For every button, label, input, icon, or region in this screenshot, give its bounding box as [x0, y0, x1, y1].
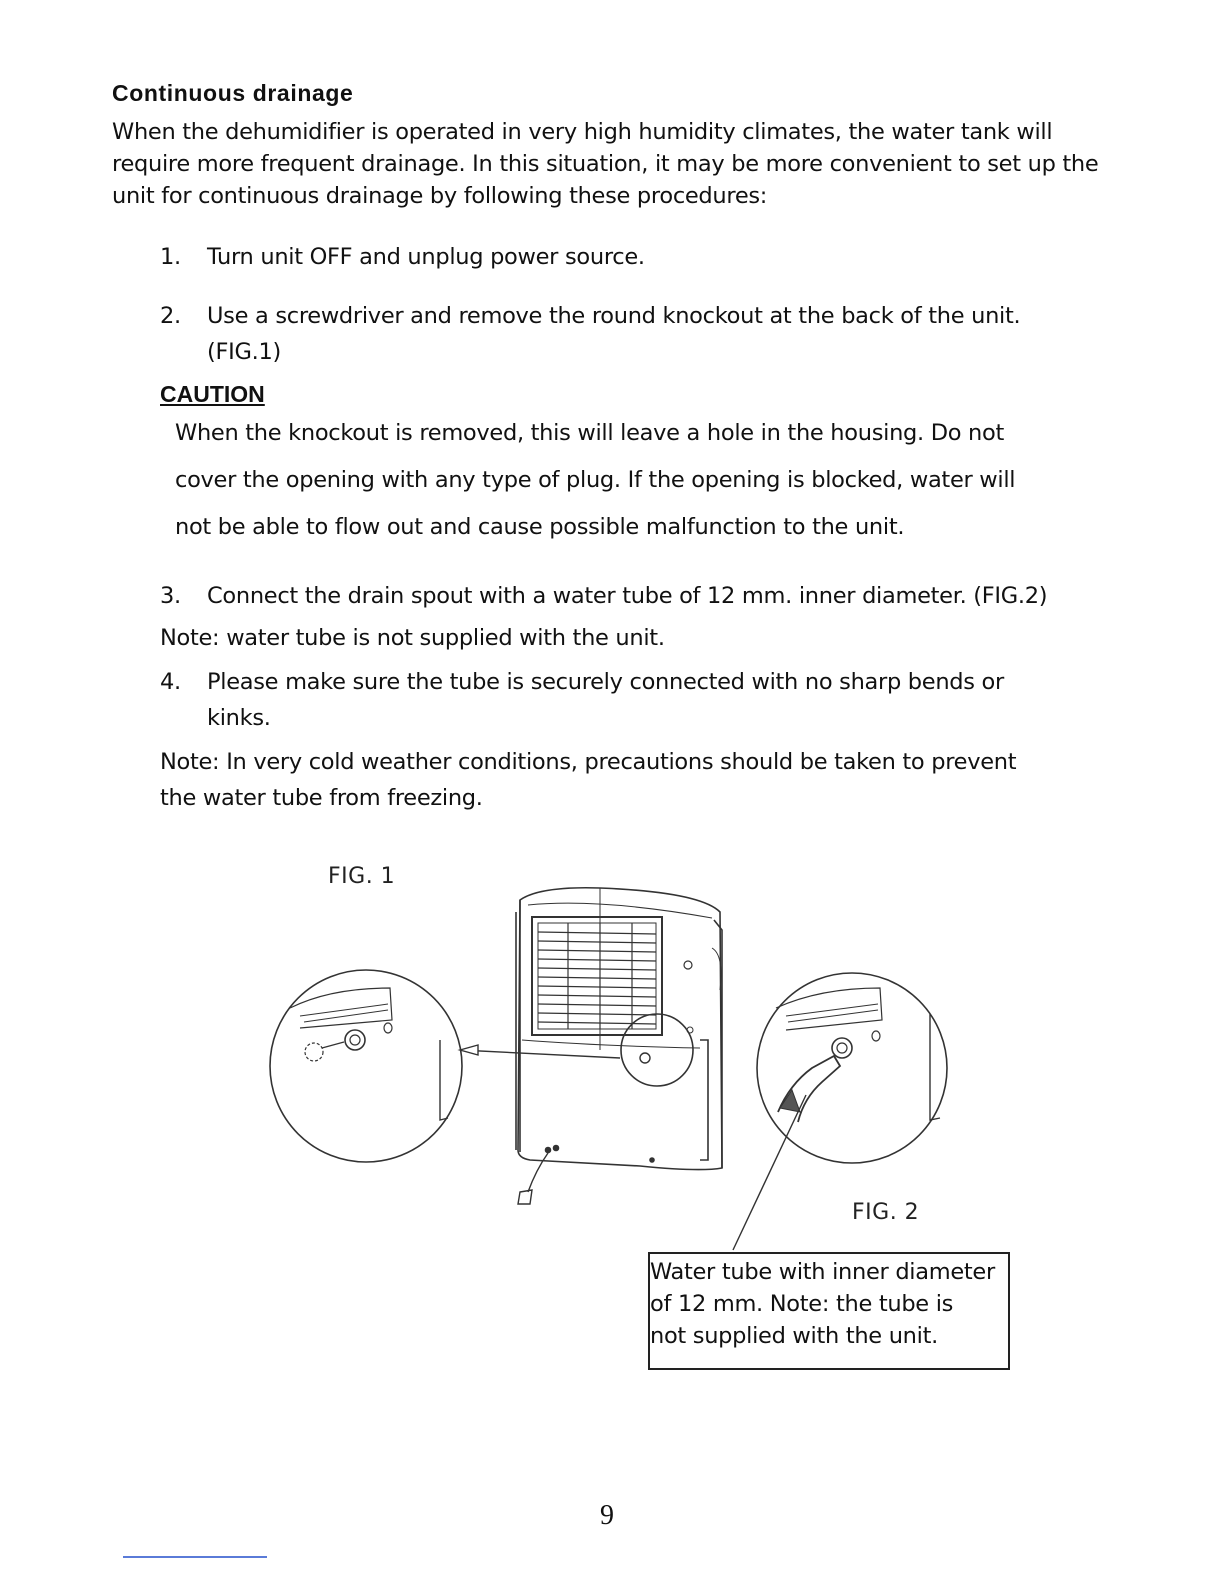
fig1-detail-circle	[270, 970, 462, 1162]
power-cord	[528, 1153, 548, 1192]
note-cold-weather-line-2: the water tube from freezing.	[160, 785, 483, 811]
fig2-drain-spout	[832, 1038, 852, 1058]
callout-line: Water tube with inner diameter	[650, 1259, 995, 1285]
step-text: Please make sure the tube is securely connected with no sharp bends or	[207, 669, 1004, 695]
power-plug	[518, 1190, 532, 1204]
water-tube	[778, 1056, 840, 1122]
footer-rule	[123, 1556, 267, 1558]
step-text: Connect the drain spout with a water tube of 12 mm. inner diameter. (FIG.2)	[207, 583, 1048, 609]
step-number: 1.	[160, 244, 181, 270]
grille-slats	[538, 923, 656, 1029]
page-number: 9	[600, 1500, 614, 1531]
fig2-label: FIG. 2	[852, 1200, 920, 1225]
fig1-knockout-ring	[345, 1030, 365, 1050]
knockout-hole	[640, 1053, 650, 1063]
intro-paragraph: When the dehumidifier is operated in very high humidity climates, the water tank will require more frequent drainage. In this situation, it may be more convenient to set up the unit for continuous drainage by following these procedures:	[112, 119, 1099, 209]
caution-line: not be able to flow out and cause possible malfunction to the unit.	[175, 514, 905, 540]
callout-leader-line	[733, 1095, 806, 1250]
step-number: 2.	[160, 303, 181, 329]
step-number: 3.	[160, 583, 181, 609]
knockout-highlight-circle	[621, 1014, 693, 1086]
caution-line: cover the opening with any type of plug. If the opening is blocked, water will	[175, 467, 1016, 493]
step-text: kinks.	[207, 705, 271, 731]
callout-box	[648, 1252, 1010, 1370]
section-heading: Continuous drainage	[112, 80, 354, 106]
fig1-label: FIG. 1	[328, 864, 396, 889]
note-cold-weather-line-1: Note: In very cold weather conditions, precautions should be taken to prevent	[160, 749, 1017, 775]
pointer-arrow	[460, 1045, 478, 1055]
fig1-knockout-removed	[305, 1043, 323, 1061]
caution-heading: CAUTION	[160, 381, 265, 407]
callout-line: not supplied with the unit.	[650, 1323, 938, 1349]
callout-line: of 12 mm. Note: the tube is	[650, 1291, 954, 1317]
step-text: (FIG.1)	[207, 339, 281, 365]
step-number: 4.	[160, 669, 181, 695]
step-text: Use a screwdriver and remove the round knockout at the back of the unit.	[207, 303, 1021, 329]
step-text: Turn unit OFF and unplug power source.	[207, 244, 645, 270]
fig2-detail-circle	[757, 973, 947, 1163]
note-tube: Note: water tube is not supplied with the unit.	[160, 625, 665, 651]
caution-line: When the knockout is removed, this will leave a hole in the housing. Do not	[175, 420, 1005, 446]
